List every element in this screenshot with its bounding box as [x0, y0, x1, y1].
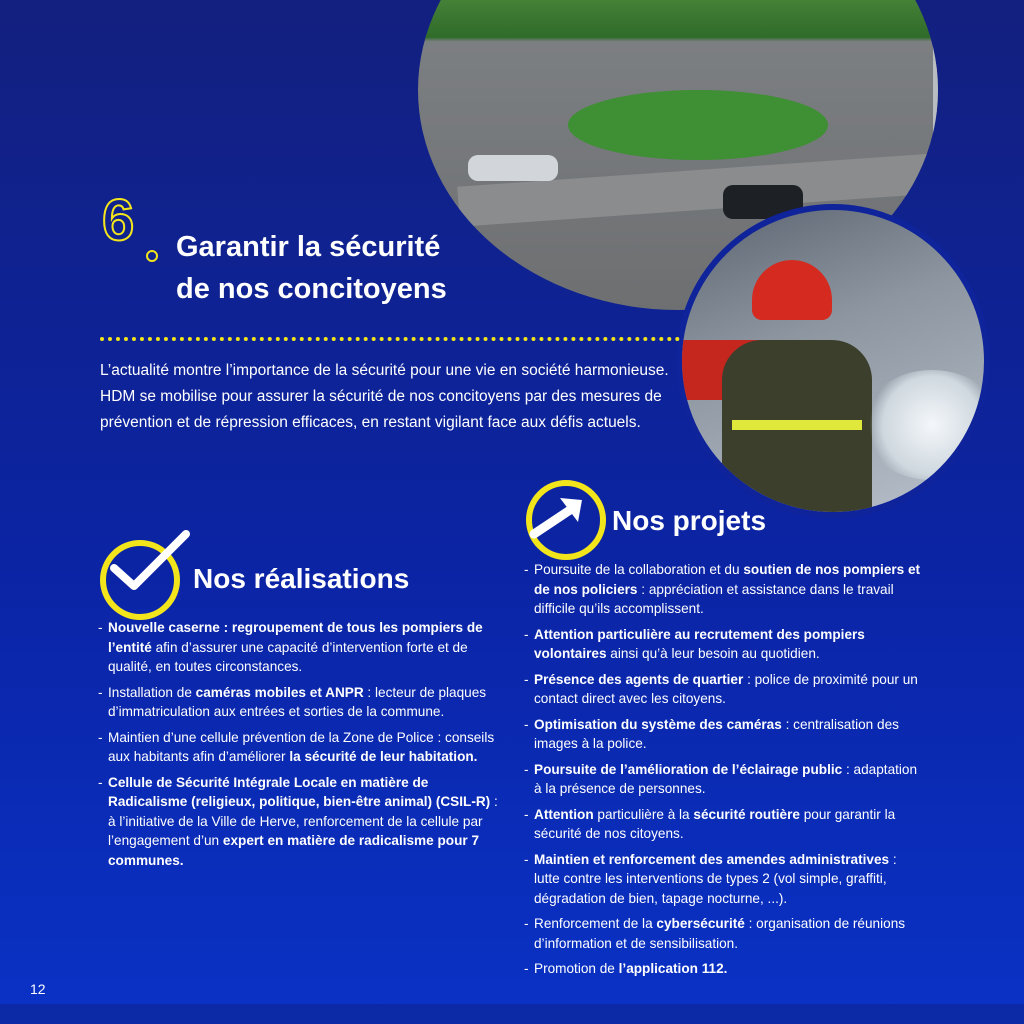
item-bold: cybersécurité: [656, 916, 745, 931]
item-bold: soutien de nos pompiers et de nos policiers: [534, 562, 921, 597]
list-item: [524, 670, 924, 709]
photo-car: [468, 155, 558, 181]
section-number: 6: [102, 188, 135, 253]
item-text: Maintien d’une cellule prévention de la Zone de Police : conseils aux habitants afin d’améliorer: [108, 729, 495, 764]
footer-band: [0, 1004, 1024, 1024]
projets-list: [524, 560, 924, 985]
item-text: : lutte contre les interventions de types 2 (vol simple, graffiti, dégradation de bien, tapage nocturne, ...).: [534, 851, 897, 906]
item-text: : centralisation des images à la police.: [534, 716, 899, 751]
list-item: [524, 805, 924, 844]
item-bold: Nouvelle caserne : regroupement de tous les pompiers de l’entité: [108, 620, 483, 655]
item-bold: Attention particulière au recrutement des pompiers volontaires: [534, 626, 865, 661]
item-text: : lecteur de plaques d’immatriculation aux entrées et sorties de la commune.: [108, 684, 487, 719]
item-bold: Présence des agents de quartier: [534, 671, 744, 687]
photo-camera-pole: [933, 0, 938, 250]
item-bold: Maintien et renforcement des amendes administratives: [534, 851, 890, 867]
item-text: Poursuite de la collaboration et du: [534, 562, 744, 577]
list-item: [524, 850, 924, 909]
item-text: : organisation de réunions d’information et de sensibilisation.: [534, 916, 906, 951]
list-item: [98, 773, 498, 871]
page-number: 12: [30, 981, 46, 997]
list-item: [524, 625, 924, 664]
item-bold: expert en matière de radicalisme pour 7 communes.: [108, 833, 480, 868]
photo-helmet: [752, 260, 832, 320]
list-item: [524, 914, 924, 953]
intro-paragraph: L’actualité montre l’importance de la sécurité pour une vie en société harmonieuse. HDM se mobilise pour assurer la sécurité de nos concitoyens par des mesures de prévention et de répression efficaces, en restant vigilant face aux défis actuels.: [100, 362, 669, 431]
checkmark-icon: [102, 528, 192, 598]
item-bold: Attention: [534, 806, 594, 822]
item-bold: Optimisation du système des caméras: [534, 716, 782, 732]
item-bold: sécurité routière: [693, 806, 800, 822]
item-text: ainsi qu’à leur besoin au quotidien.: [606, 646, 820, 661]
firefighter-photo: [676, 204, 990, 518]
photo-reflective-stripe: [732, 420, 862, 430]
item-bold: caméras mobiles et ANPR: [195, 684, 364, 700]
list-item: [98, 683, 498, 722]
page-title-line-2: de nos concitoyens: [176, 273, 447, 305]
checkmark-badge: [100, 540, 180, 620]
item-text: : appréciation et assistance dans le travail difficile qu’ils accomplissent.: [534, 581, 894, 616]
list-item: [98, 728, 498, 767]
dotted-divider: [100, 337, 680, 341]
realisations-list: [98, 618, 498, 876]
arrow-badge: [526, 480, 606, 560]
item-text: particulière à la: [593, 806, 694, 822]
section-number-dot: [146, 250, 158, 262]
item-text: Promotion de: [534, 961, 619, 976]
photo-water-spray: [862, 370, 990, 480]
photo-roundabout: [568, 90, 828, 160]
item-text: : à l’initiative de la Ville de Herve, renforcement de la cellule par l’engagement d’un: [108, 794, 498, 848]
list-item: [524, 959, 924, 979]
item-text: pour garantir la sécurité de nos citoyens.: [534, 806, 896, 841]
item-text: : adaptation à la présence de personnes.: [534, 761, 918, 796]
item-bold: l’application 112.: [618, 961, 728, 976]
realisations-title: Nos réalisations: [193, 563, 410, 594]
page-title-line-1: Garantir la sécurité: [176, 231, 441, 263]
item-text: afin d’assurer une capacité d’intervention forte et de qualité, en toutes circonstances.: [108, 639, 468, 674]
item-text: Renforcement de la: [534, 916, 657, 931]
list-item: [524, 560, 924, 619]
list-item: [524, 715, 924, 754]
item-bold: Cellule de Sécurité Intégrale Locale en matière de Radicalisme (religieux, politique, bien-être animal) (CSIL-R): [108, 774, 491, 809]
page-title: [176, 226, 447, 310]
list-item: [98, 618, 498, 677]
item-text: Installation de: [108, 684, 196, 700]
projets-title: Nos projets: [612, 505, 767, 536]
item-bold: la sécurité de leur habitation.: [289, 749, 478, 764]
list-item: [524, 760, 924, 799]
item-text: : police de proximité pour un contact direct avec les citoyens.: [534, 671, 918, 706]
arrow-icon: [526, 486, 596, 546]
item-bold: Poursuite de l’amélioration de l’éclairage public: [534, 761, 843, 777]
